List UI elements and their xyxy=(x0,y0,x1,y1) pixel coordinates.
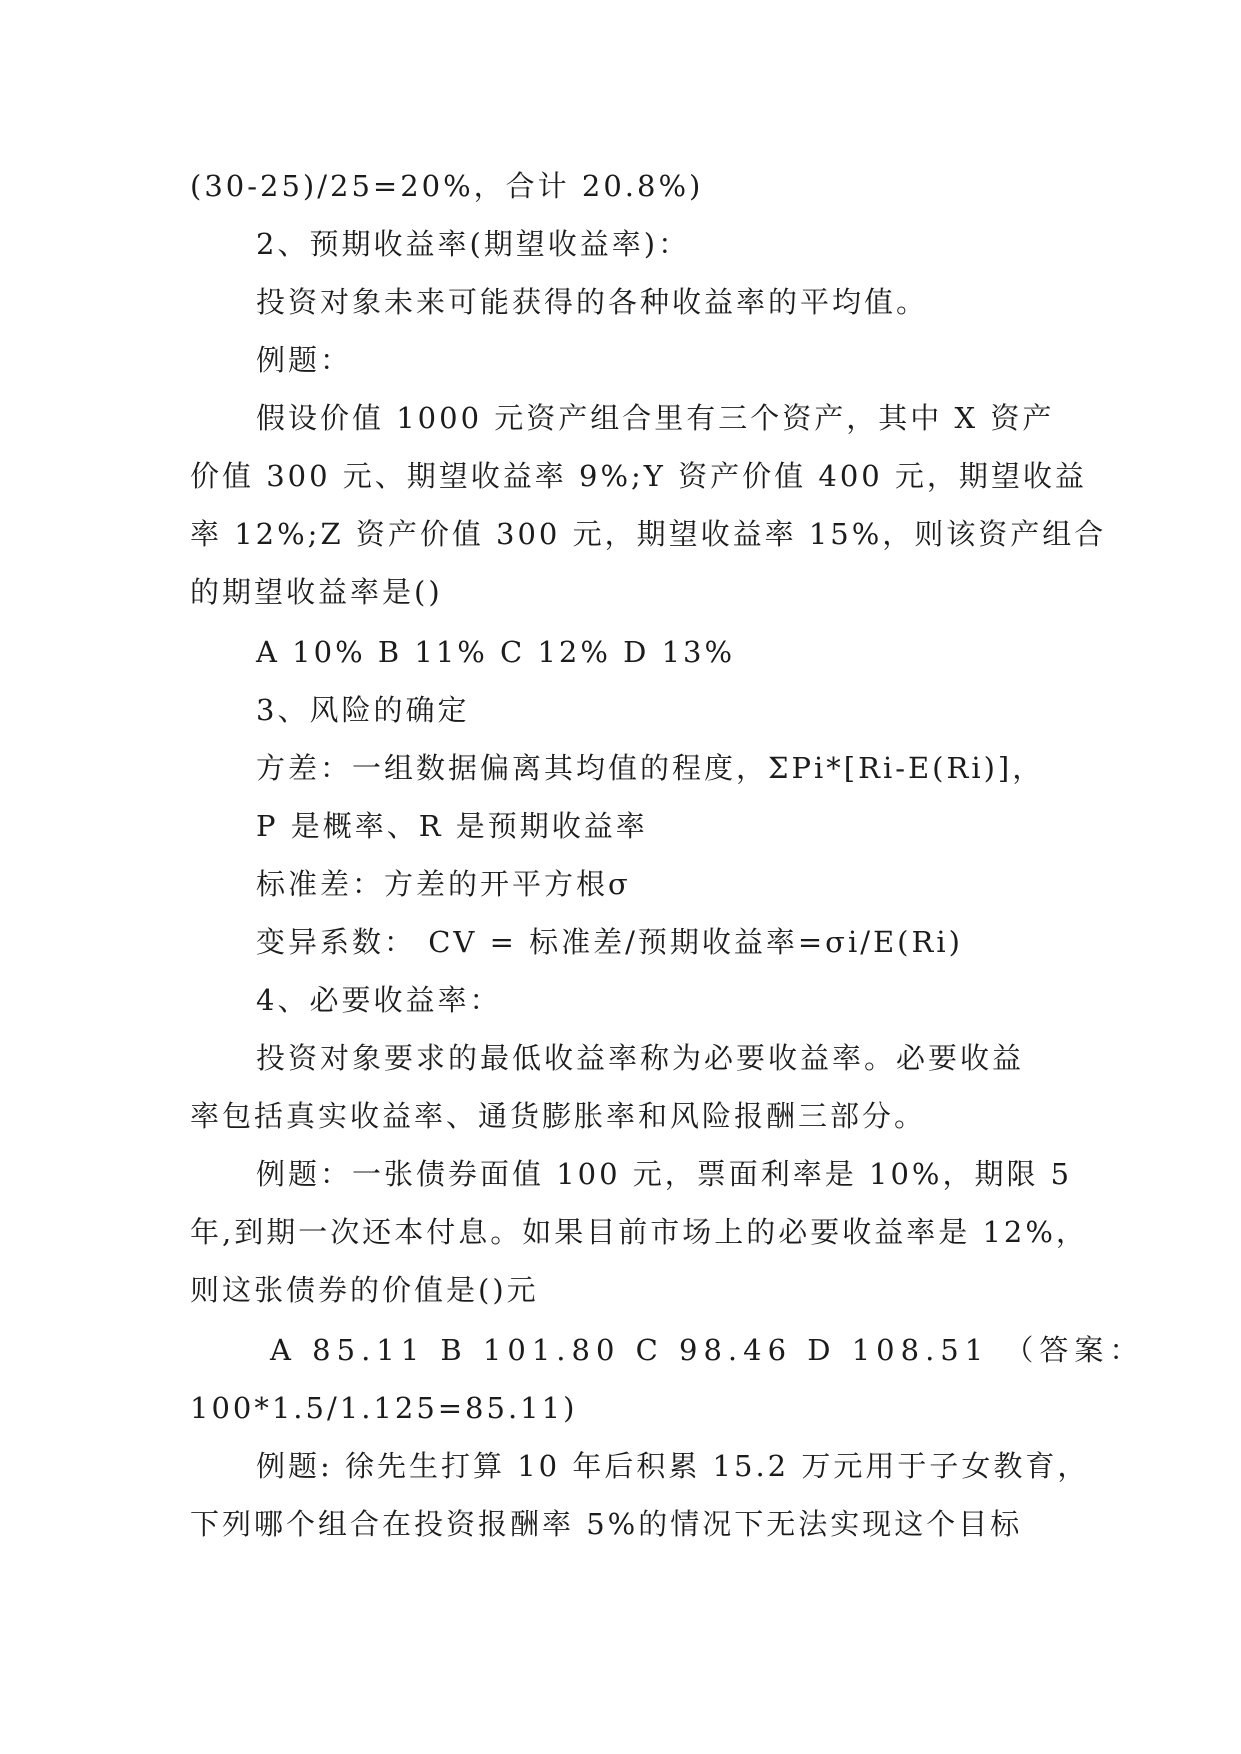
answer-options: A 10% B 11% C 12% D 13% xyxy=(256,635,736,669)
answer-options: A 85.11 B 101.80 C 98.46 D 108.51 （答案： xyxy=(270,1333,1145,1367)
text-line: (30-25)/25=20%，合计 20.8%) xyxy=(190,169,704,203)
text-line: 则这张债券的价值是()元 xyxy=(190,1273,539,1307)
text-line: 的期望收益率是() xyxy=(190,575,443,609)
text-line: 标准差：方差的开平方根σ xyxy=(256,867,631,901)
text-line: 100*1.5/1.125=85.11) xyxy=(190,1391,578,1425)
text-line: 价值 300 元、期望收益率 9%;Y 资产价值 400 元，期望收益 xyxy=(190,459,1087,493)
text-line: P 是概率、R 是预期收益率 xyxy=(256,809,648,843)
text-line: 投资对象要求的最低收益率称为必要收益率。必要收益 xyxy=(256,1041,1025,1075)
section-heading: 3、风险的确定 xyxy=(256,693,470,727)
section-heading: 2、预期收益率(期望收益率)： xyxy=(256,227,691,261)
text-line: 方差：一组数据偏离其均值的程度，ΣPi*[Ri-E(Ri)]， xyxy=(256,751,1045,785)
example-label: 例题：一张债券面值 100 元，票面利率是 10%，期限 5 xyxy=(256,1157,1073,1191)
example-label: 例题: 徐先生打算 10 年后积累 15.2 万元用于子女教育， xyxy=(256,1449,1090,1483)
example-label: 例题： xyxy=(256,343,353,377)
text-line: 率包括真实收益率、通货膨胀率和风险报酬三部分。 xyxy=(190,1099,927,1133)
text-line: 投资对象未来可能获得的各种收益率的平均值。 xyxy=(256,285,929,319)
text-line: 假设价值 1000 元资产组合里有三个资产，其中 X 资产 xyxy=(256,401,1055,435)
text-line: 率 12%;Z 资产价值 300 元，期望收益率 15%，则该资产组合 xyxy=(190,517,1107,551)
section-heading: 4、必要收益率： xyxy=(256,983,502,1017)
text-line: 变异系数： CV = 标准差/预期收益率=σi/E(Ri) xyxy=(256,925,963,959)
text-line: 年,到期一次还本付息。如果目前市场上的必要收益率是 12%， xyxy=(190,1215,1088,1249)
text-line: 下列哪个组合在投资报酬率 5%的情况下无法实现这个目标 xyxy=(190,1507,1023,1541)
